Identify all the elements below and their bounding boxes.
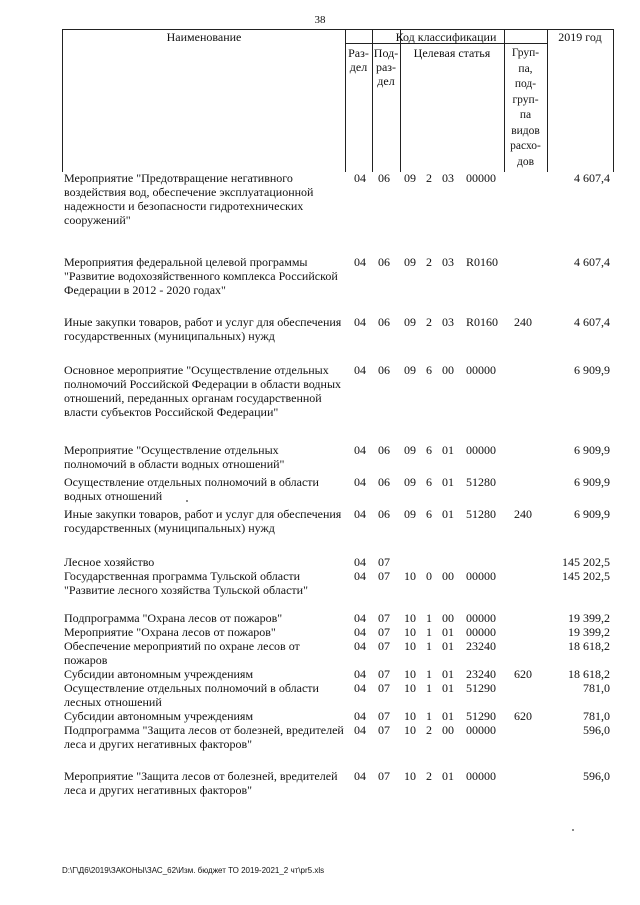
row-cell-c2: 0 <box>426 569 432 583</box>
row-cell-c3: 03 <box>442 315 454 329</box>
row-cell-c2: 1 <box>426 681 432 695</box>
header-divider <box>547 30 548 172</box>
row-cell-c2: 2 <box>426 171 432 185</box>
row-amount: 781,0 <box>583 709 610 723</box>
row-cell-c3: 01 <box>442 709 454 723</box>
row-name: Государственная программа Тульской области "Развитие лесного хозяйства Тульской области" <box>64 569 308 597</box>
page-number: 38 <box>314 14 326 26</box>
row-cell-c4: 00000 <box>466 723 496 737</box>
row-cell-c1: 09 <box>404 363 416 377</box>
row-amount: 6 909,9 <box>574 443 610 457</box>
table-row <box>62 667 612 681</box>
table-body <box>62 171 612 797</box>
row-cell-pr: 07 <box>378 769 390 783</box>
row-cell-c4: 00000 <box>466 363 496 377</box>
row-cell-c1: 09 <box>404 255 416 269</box>
row-cell-c3: 00 <box>442 363 454 377</box>
row-cell-c3: 00 <box>442 611 454 625</box>
row-cell-pr: 06 <box>378 475 390 489</box>
row-name: Обеспечение мероприятий по охране лесов от пожаров <box>64 639 300 667</box>
row-cell-c3: 01 <box>442 443 454 457</box>
row-cell-pr: 06 <box>378 171 390 185</box>
row-cell-pr: 07 <box>378 639 390 653</box>
row-amount: 596,0 <box>583 723 610 737</box>
row-cell-c3: 01 <box>442 507 454 521</box>
file-path-footer: D:\Г\Д6\2019\ЗАКОНЫ\ЗАС_62\Изм. бюджет ТО 2019-2021_2 чт\pr5.xls <box>62 866 325 875</box>
row-cell-c1: 10 <box>404 625 416 639</box>
row-name: Мероприятие "Предотвращение негативного воздействия вод, обеспечение эксплуатационной надежности и безопасности гидротехнических сооружений" <box>64 171 314 227</box>
row-cell-pr: 07 <box>378 569 390 583</box>
row-cell-c3: 00 <box>442 569 454 583</box>
row-name: Лесное хозяйство <box>64 555 155 569</box>
row-cell-c4: 23240 <box>466 639 496 653</box>
header-subsection: Под- раз- дел <box>373 46 399 88</box>
header-name: Наименование <box>166 30 242 44</box>
row-cell-pr: 06 <box>378 315 390 329</box>
row-cell-r: 04 <box>354 363 366 377</box>
row-cell-c4: R0160 <box>466 315 499 329</box>
row-amount: 6 909,9 <box>574 363 610 377</box>
row-cell-c4: 51290 <box>466 709 496 723</box>
scan-speck <box>186 500 188 502</box>
row-cell-c2: 1 <box>426 709 432 723</box>
row-cell-vr: 240 <box>514 315 532 329</box>
table-row <box>62 709 612 723</box>
row-cell-c1: 10 <box>404 769 416 783</box>
row-name: Основное мероприятие "Осуществление отдельных полномочий Российской Федерации в области водных отношений, переданных органам государственной власти субъектов Российской Федерации" <box>64 363 342 419</box>
row-cell-r: 04 <box>354 443 366 457</box>
row-cell-c2: 6 <box>426 363 432 377</box>
row-cell-c4: 00000 <box>466 611 496 625</box>
row-cell-c4: 00000 <box>466 171 496 185</box>
row-cell-c2: 1 <box>426 639 432 653</box>
row-cell-c1: 09 <box>404 171 416 185</box>
table-row <box>62 315 612 363</box>
row-cell-c3: 01 <box>442 625 454 639</box>
row-cell-c2: 2 <box>426 723 432 737</box>
row-cell-c3: 03 <box>442 255 454 269</box>
header-target: Целевая статья <box>413 46 491 60</box>
row-cell-c1: 10 <box>404 611 416 625</box>
row-amount: 145 202,5 <box>562 569 610 583</box>
table-row <box>62 723 612 769</box>
row-cell-c4: 00000 <box>466 443 496 457</box>
table-row <box>62 611 612 625</box>
row-amount: 18 618,2 <box>568 667 610 681</box>
row-cell-c2: 2 <box>426 255 432 269</box>
row-cell-r: 04 <box>354 315 366 329</box>
row-amount: 19 399,2 <box>568 611 610 625</box>
header-section: Раз- дел <box>348 46 369 74</box>
row-cell-c3: 01 <box>442 475 454 489</box>
row-name: Иные закупки товаров, работ и услуг для обеспечения государственных (муниципальных) нужд <box>64 507 342 535</box>
table-row <box>62 639 612 667</box>
row-cell-pr: 07 <box>378 723 390 737</box>
row-amount: 4 607,4 <box>574 255 610 269</box>
row-cell-c1: 09 <box>404 315 416 329</box>
row-amount: 18 618,2 <box>568 639 610 653</box>
row-cell-pr: 07 <box>378 709 390 723</box>
row-name: Мероприятия федеральной целевой программы "Развитие водохозяйственного комплекса Российской Федерации в 2012 - 2020 годах" <box>64 255 338 297</box>
row-amount: 4 607,4 <box>574 315 610 329</box>
row-cell-c1: 09 <box>404 475 416 489</box>
row-cell-vr: 620 <box>514 709 532 723</box>
row-cell-r: 04 <box>354 723 366 737</box>
row-cell-pr: 06 <box>378 363 390 377</box>
row-name: Подпрограмма "Охрана лесов от пожаров" <box>64 611 283 625</box>
row-amount: 781,0 <box>583 681 610 695</box>
row-cell-r: 04 <box>354 625 366 639</box>
row-amount: 19 399,2 <box>568 625 610 639</box>
table-header <box>62 29 614 172</box>
row-cell-pr: 07 <box>378 681 390 695</box>
row-cell-r: 04 <box>354 171 366 185</box>
row-cell-r: 04 <box>354 639 366 653</box>
table-row <box>62 555 612 569</box>
table-row <box>62 681 612 709</box>
row-cell-r: 04 <box>354 475 366 489</box>
table-row <box>62 569 612 611</box>
row-name: Мероприятие "Осуществление отдельных полномочий в области водных отношений" <box>64 443 285 471</box>
row-cell-pr: 07 <box>378 667 390 681</box>
row-name: Субсидии автономным учреждениям <box>64 667 254 681</box>
row-cell-c1: 10 <box>404 709 416 723</box>
row-cell-c4: R0160 <box>466 255 499 269</box>
row-name: Осуществление отдельных полномочий в области лесных отношений <box>64 681 319 709</box>
row-cell-c2: 2 <box>426 315 432 329</box>
row-cell-c2: 1 <box>426 625 432 639</box>
row-cell-pr: 07 <box>378 625 390 639</box>
row-cell-r: 04 <box>354 709 366 723</box>
header-year: 2019 год <box>558 30 602 44</box>
row-cell-r: 04 <box>354 569 366 583</box>
row-cell-c3: 01 <box>442 667 454 681</box>
row-cell-r: 04 <box>354 555 366 569</box>
row-amount: 6 909,9 <box>574 507 610 521</box>
row-cell-pr: 07 <box>378 555 390 569</box>
row-name: Субсидии автономным учреждениям <box>64 709 254 723</box>
row-cell-c3: 01 <box>442 681 454 695</box>
row-cell-pr: 07 <box>378 611 390 625</box>
row-name: Подпрограмма "Защита лесов от болезней, вредителей леса и других негативных факторов" <box>64 723 344 751</box>
row-cell-c4: 23240 <box>466 667 496 681</box>
row-cell-c2: 6 <box>426 443 432 457</box>
header-code: Код классификации <box>395 30 497 44</box>
table-row <box>62 769 612 797</box>
row-cell-vr: 620 <box>514 667 532 681</box>
row-cell-c1: 09 <box>404 443 416 457</box>
row-cell-c4: 00000 <box>466 769 496 783</box>
row-name: Осуществление отдельных полномочий в области водных отношений <box>64 475 319 503</box>
row-cell-c3: 00 <box>442 723 454 737</box>
row-cell-c2: 1 <box>426 667 432 681</box>
row-amount: 145 202,5 <box>562 555 610 569</box>
row-cell-c4: 51280 <box>466 475 496 489</box>
row-cell-pr: 06 <box>378 443 390 457</box>
row-cell-c1: 10 <box>404 667 416 681</box>
row-cell-r: 04 <box>354 611 366 625</box>
row-cell-c2: 6 <box>426 475 432 489</box>
row-cell-c1: 09 <box>404 507 416 521</box>
table-row <box>62 475 612 507</box>
row-amount: 6 909,9 <box>574 475 610 489</box>
row-cell-c3: 01 <box>442 639 454 653</box>
row-amount: 596,0 <box>583 769 610 783</box>
row-cell-c4: 00000 <box>466 625 496 639</box>
table-row <box>62 255 612 315</box>
row-cell-r: 04 <box>354 667 366 681</box>
row-cell-r: 04 <box>354 255 366 269</box>
row-cell-c2: 6 <box>426 507 432 521</box>
row-cell-c4: 51280 <box>466 507 496 521</box>
row-cell-pr: 06 <box>378 255 390 269</box>
table-row <box>62 171 612 255</box>
row-name: Мероприятие "Охрана лесов от пожаров" <box>64 625 276 639</box>
table-row <box>62 363 612 443</box>
row-cell-c3: 01 <box>442 769 454 783</box>
row-name: Мероприятие "Защита лесов от болезней, вредителей леса и других негативных факторов" <box>64 769 338 797</box>
row-cell-vr: 240 <box>514 507 532 521</box>
row-cell-r: 04 <box>354 769 366 783</box>
row-cell-c1: 10 <box>404 723 416 737</box>
row-cell-c4: 51290 <box>466 681 496 695</box>
table-row <box>62 625 612 639</box>
row-name: Иные закупки товаров, работ и услуг для обеспечения государственных (муниципальных) нужд <box>64 315 342 343</box>
row-cell-c2: 2 <box>426 769 432 783</box>
table-row <box>62 507 612 555</box>
row-cell-r: 04 <box>354 507 366 521</box>
row-cell-pr: 06 <box>378 507 390 521</box>
row-cell-c1: 10 <box>404 569 416 583</box>
row-cell-c1: 10 <box>404 681 416 695</box>
scan-speck <box>572 829 574 831</box>
header-group: Груп- па, под- груп- па видов расхо- дов <box>510 47 541 168</box>
row-amount: 4 607,4 <box>574 171 610 185</box>
row-cell-r: 04 <box>354 681 366 695</box>
row-cell-c1: 10 <box>404 639 416 653</box>
row-cell-c2: 1 <box>426 611 432 625</box>
row-cell-c4: 00000 <box>466 569 496 583</box>
row-cell-c3: 03 <box>442 171 454 185</box>
table-row <box>62 443 612 475</box>
